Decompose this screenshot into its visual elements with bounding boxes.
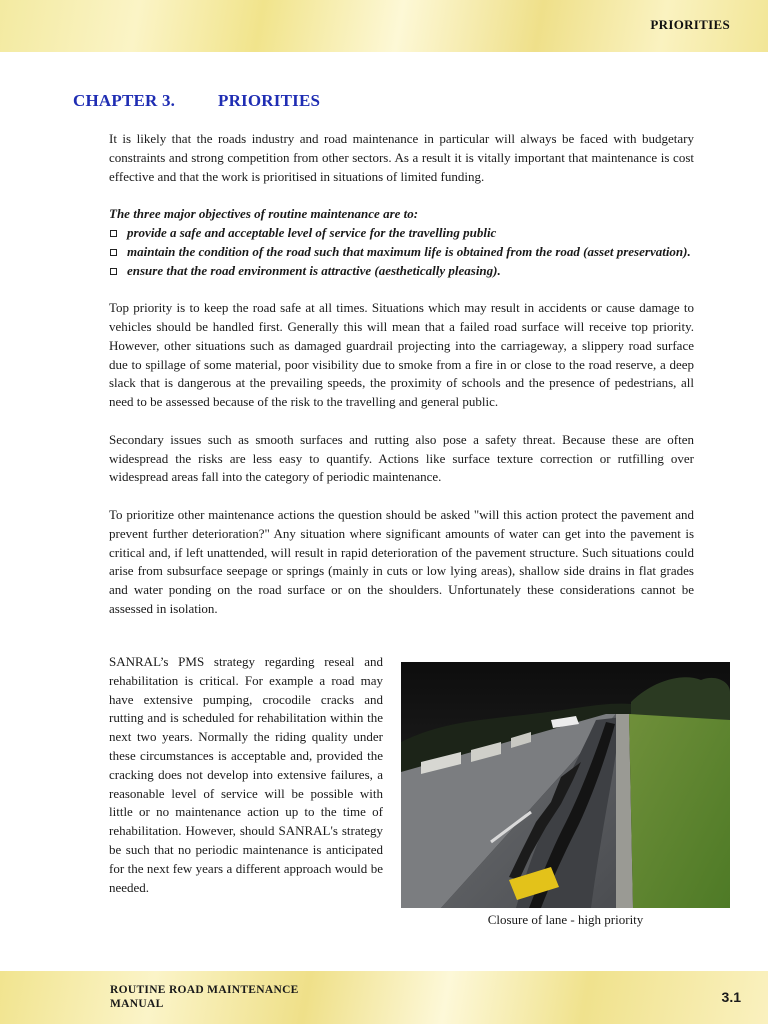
checkbox-bullet-icon [110,249,117,256]
checkbox-bullet-icon [110,268,117,275]
objectives-title: The three major objectives of routine maintenance are to: [109,206,419,222]
objectives-list [109,224,694,280]
chapter-number: CHAPTER 3. [73,91,176,110]
checkbox-bullet-icon [110,230,117,237]
intro-paragraph: It is likely that the roads industry and road maintenance in particular will always be faced with budgetary constraints and strong competition from other sectors. As a result it is vitally important that maintenance is cost effective and that the work is prioritised in situations of limited funding. [109,131,694,184]
list-item: provide a safe and acceptable level of service for the travelling public [109,224,694,243]
top-priority-paragraph: Top priority is to keep the road safe at all times. Situations which may result in accidents or cause damage to vehicles should be handled first. Generally this will mean that a failed road surface will receive top priority. However, other situations such as damaged guardrail projecting into the carriageway, a slippery road surface due to spillage of some material, poor visibility due to smoke from a fire in or close to the road reserve, a deep slack that is dangerous at the prevailing speeds, the proximity of schools and the presence of pedestrians, all need to be assessed because of the risk to the travelling and general public. [109,300,694,410]
footer-manual-title: ROUTINE ROAD MAINTENANCE MANUAL [110,984,299,1010]
body-text [109,130,694,619]
road-damage-photo [401,662,730,908]
prioritize-paragraph: To prioritize other maintenance actions the question should be asked "will this action protect the pavement and prevent further deterioration?" Any situation where significant amounts of water can get into the pavement is critical and, if left unattended, will result in rapid deterioration of the pavement structure. Such situations could arise from subsurface seepage or springs (mainly in cuts or low lying areas), shallow side drains in flat grades and water ponding on the road surface or on the shoulders. Unfortunately these considerations cannot be assessed in isolation. [109,506,694,616]
sanral-paragraph: SANRAL’s PMS strategy regarding reseal and rehabilitation is critical. For example a road may have extensive pumping, crocodile cracks and rutting and is scheduled for rehabilitation within the next two years. Normally the riding quality under these circumstances is acceptable and, provided the cracking does not develop into extensive failures, a reasonable level of service will be possible with little or no maintenance action up to the time of rehabilitation. However, should SANRAL's strategy be such that no periodic maintenance is anticipated for the next few years a different approach would be needed. [109,654,383,895]
chapter-title: PRIORITIES [218,91,321,110]
figure-caption: Closure of lane - high priority [487,912,644,927]
list-item: maintain the condition of the road such that maximum life is obtained from the road (asset preservation). [109,243,694,262]
running-header: PRIORITIES [650,17,730,32]
page-number: 3.1 [721,989,741,1005]
secondary-paragraph: Secondary issues such as smooth surfaces and rutting also pose a safety threat. Because these are often widespread the risks are less easy to quantify. Actions like surface texture correction or rutfilling over widespread areas fall into the category of periodic maintenance. [109,431,694,485]
list-item: ensure that the road environment is attractive (aesthetically pleasing). [109,262,694,281]
chapter-heading [73,91,320,111]
